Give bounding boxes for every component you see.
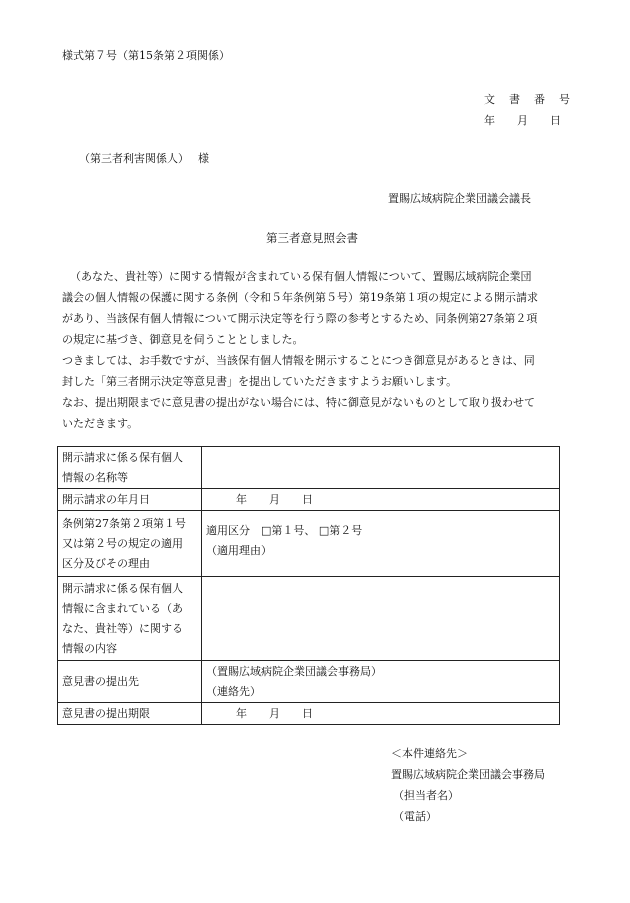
applicable-reason: （適用理由） — [206, 544, 272, 557]
submission-office: （置賜広域病院企業団議会事務局） — [206, 664, 382, 678]
sender: 置賜広域病院企業団議会議長 — [388, 192, 531, 205]
table-row — [58, 489, 560, 511]
table-label-text: 情報の内容 — [62, 641, 117, 655]
document-number-label: 文 書 番 号 — [484, 93, 570, 106]
table-label-text: 条例第27条第２項第１号 — [62, 516, 186, 530]
body-line: （あなた、貴社等）に関する情報が含まれている保有個人情報について、置賜広域病院企業団 — [70, 270, 532, 283]
table-row — [58, 703, 560, 725]
document-date: 年 月 日 — [484, 114, 561, 127]
table-label-text: なた、貴社等）に関する — [62, 621, 183, 635]
body-line: いただきます。 — [62, 417, 139, 430]
contact-heading: ＜本件連絡先＞ — [391, 747, 468, 760]
table-label-text: 情報に含まれている（あ — [62, 601, 183, 615]
table-value-cell — [202, 661, 560, 703]
body-line: の規定に基づき、御意見を伺うこととしました。 — [62, 333, 304, 346]
table-label-cell — [58, 577, 202, 661]
table-label-text: 区分及びその理由 — [62, 556, 150, 570]
table-label-cell: 意見書の提出先 — [58, 661, 202, 703]
applicable-category: 適用区分 □第１号、 □第２号 — [206, 524, 363, 537]
table-value-cell — [202, 577, 560, 661]
body-line: があり、当該保有個人情報について開示決定等を行う際の参考とするため、同条例第27条第２項 — [62, 312, 538, 325]
table-value-cell: 年 月 日 — [202, 703, 560, 725]
table-label-text: 情報の名称等 — [62, 470, 128, 484]
table-row — [58, 661, 560, 703]
body-text — [62, 266, 572, 434]
contact-office: 置賜広域病院企業団議会事務局 — [391, 768, 545, 781]
table-label-text: 開示請求に係る保有個人 — [62, 581, 183, 595]
table-value-cell: 年 月 日 — [202, 489, 560, 511]
document-title: 第三者意見照会書 — [266, 231, 358, 245]
body-line: 議会の個人情報の保護に関する条例（令和５年条例第５号）第19条第１項の規定による開示請求 — [62, 291, 538, 304]
form-number: 様式第７号（第15条第２項関係） — [62, 49, 230, 62]
body-line: なお、提出期限までに意見書の提出がない場合には、特に御意見がないものとして取り扱わせて — [62, 396, 535, 409]
table-label-text: 又は第２号の規定の適用 — [62, 536, 183, 550]
table-row — [58, 511, 560, 577]
inquiry-table — [57, 446, 560, 725]
addressee: （第三者利害関係人） 様 — [79, 152, 209, 165]
submission-contact: （連絡先） — [206, 684, 261, 698]
table-label-cell: 意見書の提出期限 — [58, 703, 202, 725]
table-value-cell — [202, 447, 560, 489]
contact-person: （担当者名） — [393, 789, 459, 802]
body-line: 封した「第三者開示決定等意見書」を提出していただきますようお願いします。 — [62, 375, 458, 388]
table-label-cell: 開示請求の年月日 — [58, 489, 202, 511]
table-value-cell — [202, 511, 560, 577]
table-row — [58, 447, 560, 489]
body-line: つきましては、お手数ですが、当該保有個人情報を開示することにつき御意見があるときは、同 — [62, 354, 535, 367]
table-label-cell — [58, 511, 202, 577]
contact-phone: （電話） — [393, 810, 437, 823]
table-label-cell — [58, 447, 202, 489]
table-row — [58, 577, 560, 661]
table-label-text: 開示請求に係る保有個人 — [62, 450, 183, 464]
